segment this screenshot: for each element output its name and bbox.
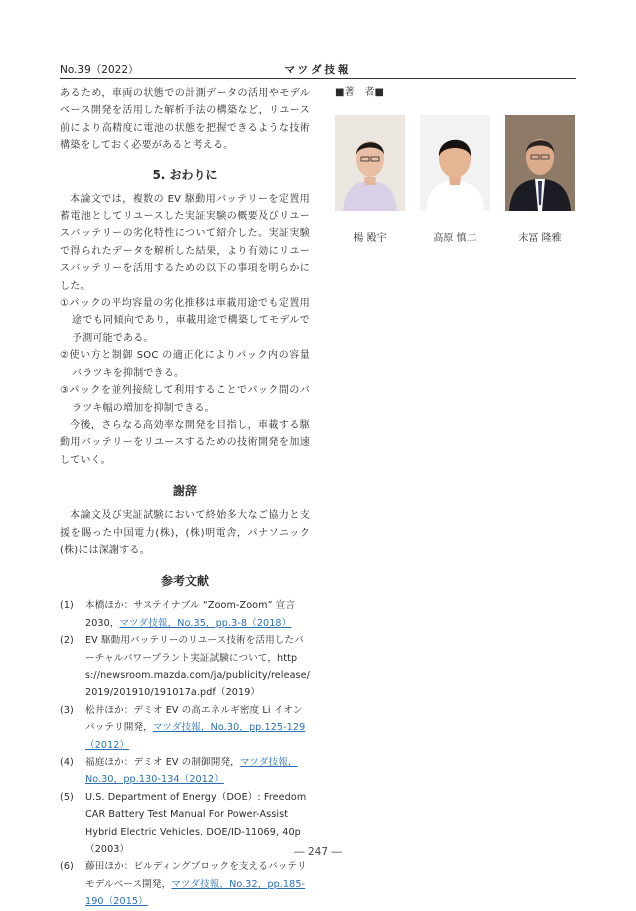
author-photos — [335, 109, 575, 229]
header-rule — [60, 78, 576, 79]
left-column — [60, 85, 310, 911]
reference-link[interactable]: マツダ技報，No.30，pp.130-134（2012） — [85, 757, 298, 786]
authors-heading: ■著 者■ — [335, 87, 384, 98]
reference-item — [60, 858, 310, 910]
conclusion-item: ③パックを並列接続して利用することでパック間のバラツキ幅の増加を抑制できる。 — [60, 385, 310, 414]
person-portrait-icon — [420, 115, 490, 211]
page-number: ― 247 ― — [294, 846, 342, 858]
reference-text: 藤田ほか：ビルディングブロックを支えるバッテリモデルベース開発， — [85, 861, 307, 890]
reference-number: (4) — [60, 757, 74, 768]
person-portrait-icon — [335, 115, 405, 211]
reference-text: U.S. Department of Energy（DOE）: Freedom CAR Battery Test Manual For Power-Assist Hybrid Electric Vehicles. DOE/ID-11069, 40p（2003） — [85, 791, 307, 856]
author-photo — [335, 115, 405, 211]
acknowledgment-paragraph: 本論文及び実証試験において終始多大なご協力と支援を賜った中国電力(株)，(株)明電舎，パナソニック(株)には深謝する。 — [60, 510, 310, 556]
reference-item — [60, 754, 310, 789]
journal-title: マツダ技報 — [284, 64, 352, 76]
reference-text: 福庭ほか：デミオ EV の制御開発， — [85, 757, 240, 768]
reference-list — [60, 597, 310, 910]
reference-item — [60, 632, 310, 702]
reference-item — [60, 597, 310, 632]
intro-paragraph: あるため，車両の状態での計測データの活用やモデルベース開発を活用した解析手法の構築など，リユース前により高精度に電池の状態を把握できるような技術構築をしておく必要があると考える。 — [60, 88, 310, 152]
author-photo — [420, 115, 490, 211]
reference-link[interactable]: マツダ技報，No.32，pp.185-190（2015） — [85, 878, 306, 908]
conclusion-item: ②使い方と制御 SOC の適正化によりパック内の容量バラツキを抑制できる。 — [60, 350, 310, 379]
reference-text: 本橋ほか：サステイナブル “Zoom-Zoom” 宣言 2030， — [85, 600, 296, 629]
reference-text: EV 駆動用バッテリーのリユース技術を活用したバーチャルパワープラント実証試験について，https://newsroom.mazda.com/ja/publicity/release/2019/201910/191017a.pdf（2019） — [85, 635, 310, 699]
reference-number: (6) — [60, 861, 74, 873]
reference-link[interactable]: マツダ技報，No.35，pp.3-8（2018） — [119, 617, 292, 629]
page-header — [60, 62, 576, 78]
conclusion-heading: 5. おわりに — [152, 167, 218, 182]
reference-link[interactable]: マツダ技報，No.30，pp.125-129（2012） — [85, 722, 306, 751]
acknowledgment-heading: 謝辞 — [172, 484, 197, 499]
author-names — [335, 229, 575, 245]
person-portrait-icon — [505, 115, 575, 211]
issue-number: No.39（2022） — [60, 64, 139, 76]
author-name: 末冨 隆雅 — [518, 233, 562, 244]
author-photo — [505, 115, 575, 211]
reference-item — [60, 702, 310, 754]
reference-text: 松井ほか：デミオ EV の高エネルギ密度 Li イオンバッテリ開発， — [85, 704, 303, 734]
author-name: 楊 殿宇 — [353, 233, 387, 244]
conclusion-item: ①パックの平均容量の劣化推移は車載用途でも定置用途でも同傾向であり，車載用途で構築してモデルで予測可能である。 — [60, 298, 310, 344]
reference-number: (2) — [60, 635, 74, 647]
reference-number: (3) — [60, 704, 74, 716]
conclusion-paragraph: 本論文では，複数の EV 駆動用バッテリーを定置用蓄電池としてリユースした実証実験の概要及びリユースバッテリーの劣化特性について紹介した。実証実験で得られたデータを解析した結果，より有効にリユースバッテリーを活用するための以下の事項を明らかにした。 — [60, 193, 310, 292]
reference-number: (5) — [60, 791, 74, 803]
right-column — [335, 85, 575, 245]
references-heading: 参考文献 — [160, 574, 209, 589]
conclusion-closing: 今後，さらなる高効率な開発を目指し，車載する駆動用バッテリーをリユースするための技術開発を加速していく。 — [60, 419, 310, 466]
reference-number: (1) — [60, 600, 74, 612]
author-name: 高原 慎二 — [433, 233, 477, 244]
